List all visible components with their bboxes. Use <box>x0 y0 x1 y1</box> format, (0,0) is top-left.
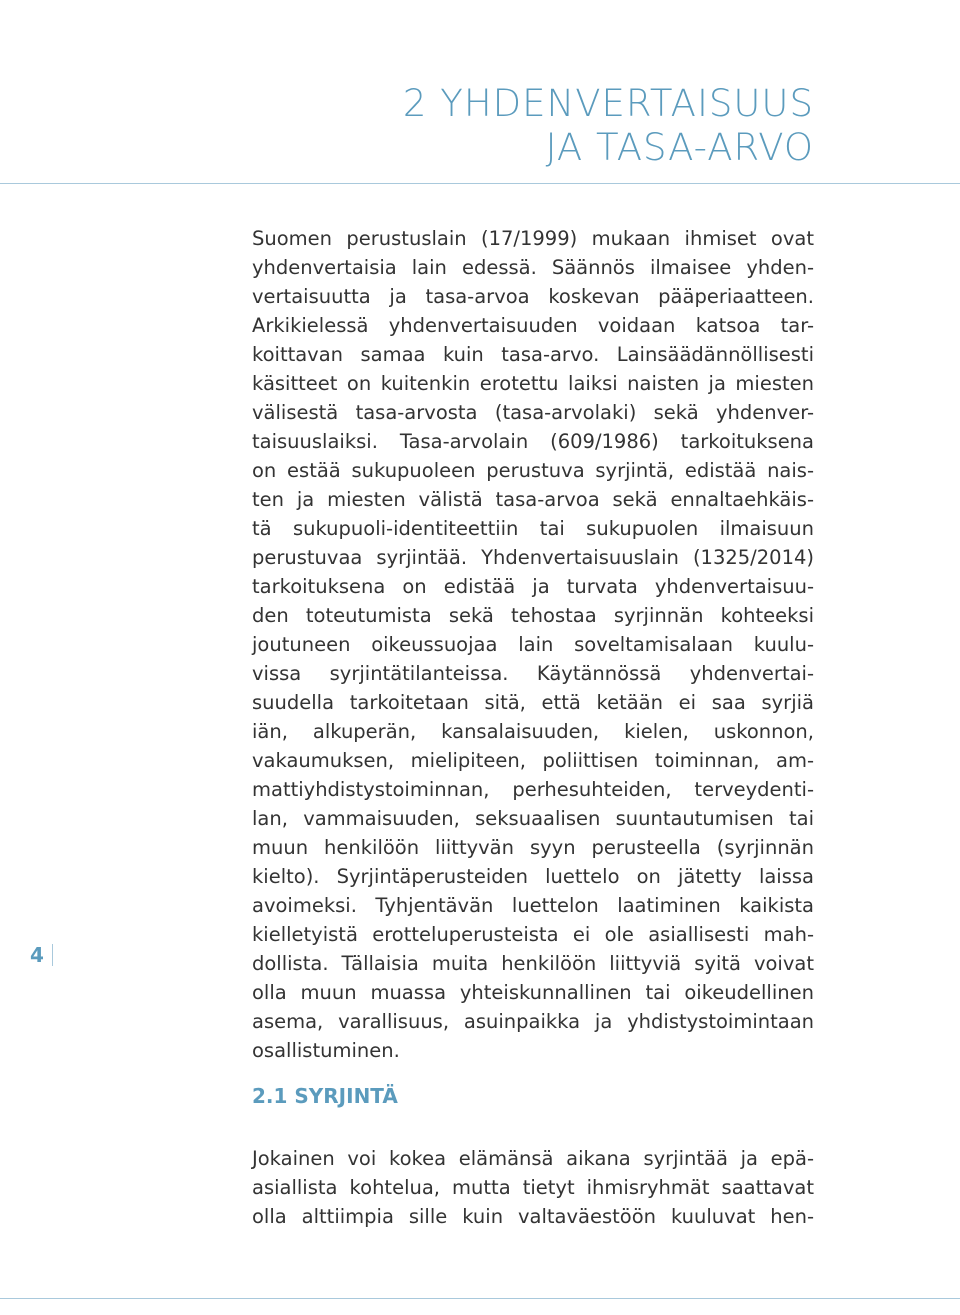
body-line: ten ja miesten välistä tasa-arvoa sekä ennaltaehkäis- <box>252 488 814 511</box>
body-line: on estää sukupuoleen perustuva syrjintä, edistää nais- <box>252 459 814 482</box>
bottom-divider <box>0 1298 960 1299</box>
body-line: yhdenvertaisia lain edessä. Säännös ilmaisee yhden- <box>252 256 814 279</box>
body-line: muun henkilöön liittyvän syyn perusteella (syrjinnän <box>252 836 814 859</box>
body-line: kielto). Syrjintäperusteiden luettelo on jätetty laissa <box>252 865 814 888</box>
body-line: vissa syrjintätilanteissa. Käytännössä yhdenvertai- <box>252 662 814 685</box>
body-line: avoimeksi. Tyhjentävän luettelon laatiminen kaikista <box>252 894 814 917</box>
section-line: Jokainen voi kokea elämänsä aikana syrjintää ja epä- <box>252 1147 814 1170</box>
body-line: Arkikielessä yhdenvertaisuuden voidaan katsoa tar- <box>252 314 814 337</box>
page-number-divider <box>52 944 53 966</box>
body-paragraph <box>252 224 814 1065</box>
section-line: asiallista kohtelua, mutta tietyt ihmisryhmät saattavat <box>252 1176 814 1199</box>
body-line: tä sukupuoli-identiteettiin tai sukupuolen ilmaisuun <box>252 517 814 540</box>
body-line: joutuneen oikeussuojaa lain soveltamisalaan kuulu- <box>252 633 814 656</box>
section-heading: 2.1 SYRJINTÄ <box>252 1084 398 1108</box>
body-line: suudella tarkoitetaan sitä, että ketään ei saa syrjiä <box>252 691 814 714</box>
page-number-marker <box>30 940 53 970</box>
body-line: osallistuminen. <box>252 1039 400 1062</box>
body-line: dollista. Tällaisia muita henkilöön liittyviä syitä voivat <box>252 952 814 975</box>
chapter-title <box>403 82 814 170</box>
section-line: olla alttiimpia sille kuin valtaväestöön kuuluvat hen- <box>252 1205 814 1228</box>
body-line: perustuvaa syrjintää. Yhdenvertaisuuslain (1325/2014) <box>252 546 814 569</box>
body-line: koittavan samaa kuin tasa-arvo. Lainsäädännöllisesti <box>252 343 814 366</box>
body-line: käsitteet on kuitenkin erotettu laiksi naisten ja miesten <box>252 372 814 395</box>
body-line: iän, alkuperän, kansalaisuuden, kielen, uskonnon, <box>252 720 814 743</box>
body-line: vertaisuutta ja tasa-arvoa koskevan pääperiaatteen. <box>252 285 814 308</box>
body-line: den toteutumista sekä tehostaa syrjinnän kohteeksi <box>252 604 814 627</box>
body-line: olla muun muassa yhteiskunnallinen tai oikeudellinen <box>252 981 814 1004</box>
body-line: mattiyhdistystoiminnan, perhesuhteiden, terveydenti- <box>252 778 814 801</box>
body-line: taisuuslaiksi. Tasa-arvolain (609/1986) tarkoituksena <box>252 430 814 453</box>
body-line: Suomen perustuslain (17/1999) mukaan ihmiset ovat <box>252 227 814 250</box>
body-line: vakaumuksen, mielipiteen, poliittisen toiminnan, am- <box>252 749 814 772</box>
chapter-title-line-1: 2 YHDENVERTAISUUS <box>402 82 814 125</box>
body-line: kielletyistä erotteluperusteista ei ole asiallisesti mah- <box>252 923 814 946</box>
body-line: asema, varallisuus, asuinpaikka ja yhdistystoimintaan <box>252 1010 814 1033</box>
body-line: tarkoituksena on edistää ja turvata yhdenvertaisuu- <box>252 575 814 598</box>
body-line: lan, vammaisuuden, seksuaalisen suuntautumisen tai <box>252 807 814 830</box>
title-divider <box>0 183 960 184</box>
page-number: 4 <box>30 943 44 967</box>
chapter-title-line-2: JA TASA-ARVO <box>545 126 814 169</box>
section-paragraph <box>252 1144 814 1231</box>
body-line: välisestä tasa-arvosta (tasa-arvolaki) sekä yhdenver- <box>252 401 814 424</box>
